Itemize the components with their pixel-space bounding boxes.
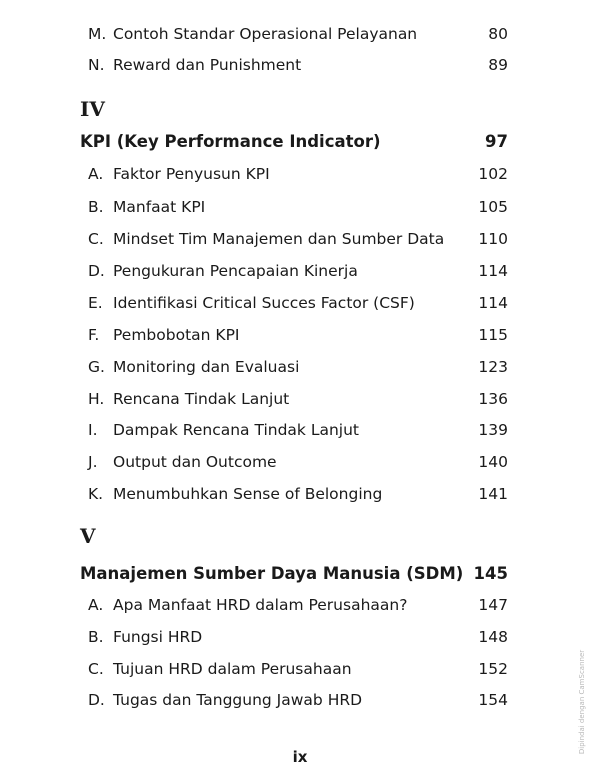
toc-entry-i bbox=[0, 415, 600, 445]
toc-entry-f bbox=[0, 320, 600, 350]
toc-entry-d bbox=[0, 256, 600, 286]
toc-entry-page: 139 bbox=[478, 421, 508, 439]
toc-entry-a bbox=[0, 590, 600, 620]
toc-entry-m bbox=[0, 19, 600, 49]
toc-entry-b bbox=[0, 622, 600, 652]
toc-entry-title: Reward dan Punishment bbox=[113, 56, 302, 74]
toc-entry-letter: K. bbox=[88, 485, 104, 503]
toc-entry-letter: A. bbox=[88, 596, 104, 614]
toc-entry-title: Contoh Standar Operasional Pelayanan bbox=[113, 25, 418, 43]
toc-entry-b bbox=[0, 192, 600, 222]
toc-entry-title: Output dan Outcome bbox=[113, 453, 277, 471]
chapter-title: KPI (Key Performance Indicator) bbox=[80, 132, 381, 151]
toc-entry-page: 114 bbox=[478, 262, 508, 280]
toc-entry-title: Mindset Tim Manajemen dan Sumber Data bbox=[113, 230, 445, 248]
chapter-page: 97 bbox=[485, 132, 508, 151]
toc-entry-k bbox=[0, 479, 600, 509]
toc-entry-page: 80 bbox=[488, 25, 508, 43]
toc-entry-letter: N. bbox=[88, 56, 105, 74]
chapter-page: 145 bbox=[473, 564, 508, 583]
toc-entry-d bbox=[0, 685, 600, 715]
toc-entry-letter: M. bbox=[88, 25, 107, 43]
toc-entry-g bbox=[0, 352, 600, 382]
toc-entry-letter: B. bbox=[88, 198, 104, 216]
toc-entry-page: 114 bbox=[478, 294, 508, 312]
chapter-number-v: V bbox=[80, 524, 96, 548]
toc-entry-page: 105 bbox=[478, 198, 508, 216]
toc-entry-letter: E. bbox=[88, 294, 103, 312]
toc-entry-letter: J. bbox=[88, 453, 98, 471]
toc-entry-letter: D. bbox=[88, 691, 105, 709]
toc-entry-h bbox=[0, 384, 600, 414]
toc-entry-page: 141 bbox=[478, 485, 508, 503]
toc-entry-page: 140 bbox=[478, 453, 508, 471]
scanner-watermark bbox=[572, 640, 592, 770]
toc-entry-title: Manfaat KPI bbox=[113, 198, 206, 216]
toc-entry-title: Monitoring dan Evaluasi bbox=[113, 358, 300, 376]
toc-entry-e bbox=[0, 288, 600, 318]
toc-entry-page: 148 bbox=[478, 628, 508, 646]
toc-entry-title: Faktor Penyusun KPI bbox=[113, 165, 270, 183]
chapter-heading-v bbox=[80, 559, 520, 589]
watermark-text: Dipindai dengan CamScanner bbox=[578, 649, 586, 755]
toc-entry-page: 115 bbox=[478, 326, 508, 344]
toc-entry-title: Tugas dan Tanggung Jawab HRD bbox=[113, 691, 363, 709]
toc-entry-page: 110 bbox=[478, 230, 508, 248]
toc-entry-title: Pengukuran Pencapaian Kinerja bbox=[113, 262, 358, 280]
toc-entry-letter: D. bbox=[88, 262, 105, 280]
toc-entry-letter: G. bbox=[88, 358, 105, 376]
toc-entry-j bbox=[0, 447, 600, 477]
toc-entry-page: 136 bbox=[478, 390, 508, 408]
toc-entry-letter: C. bbox=[88, 230, 104, 248]
toc-entry-title: Tujuan HRD dalam Perusahaan bbox=[113, 660, 352, 678]
chapter-title: Manajemen Sumber Daya Manusia (SDM) bbox=[80, 564, 464, 583]
toc-entry-page: 147 bbox=[478, 596, 508, 614]
toc-entry-c bbox=[0, 654, 600, 684]
toc-entry-page: 102 bbox=[478, 165, 508, 183]
chapter-heading-iv bbox=[80, 127, 520, 157]
toc-entry-title: Fungsi HRD bbox=[113, 628, 203, 646]
toc-entry-title: Menumbuhkan Sense of Belonging bbox=[113, 485, 383, 503]
toc-entry-n bbox=[0, 50, 600, 80]
toc-entry-title: Pembobotan KPI bbox=[113, 326, 240, 344]
toc-entry-page: 152 bbox=[478, 660, 508, 678]
chapter-number-iv: IV bbox=[80, 97, 105, 121]
toc-entry-letter: F. bbox=[88, 326, 100, 344]
toc-entry-page: 123 bbox=[478, 358, 508, 376]
toc-entry-c bbox=[0, 224, 600, 254]
toc-entry-page: 154 bbox=[478, 691, 508, 709]
toc-entry-title: Dampak Rencana Tindak Lanjut bbox=[113, 421, 360, 439]
toc-entry-title: Identifikasi Critical Succes Factor (CSF) bbox=[113, 294, 415, 312]
toc-entry-letter: C. bbox=[88, 660, 104, 678]
toc-entry-letter: I. bbox=[88, 421, 98, 439]
toc-entry-letter: H. bbox=[88, 390, 105, 408]
toc-entry-a bbox=[0, 159, 600, 189]
page-number: ix bbox=[292, 748, 308, 766]
toc-entry-letter: B. bbox=[88, 628, 104, 646]
toc-entry-title: Rencana Tindak Lanjut bbox=[113, 390, 290, 408]
toc-entry-title: Apa Manfaat HRD dalam Perusahaan? bbox=[113, 596, 408, 614]
toc-entry-letter: A. bbox=[88, 165, 104, 183]
toc-entry-page: 89 bbox=[488, 56, 508, 74]
